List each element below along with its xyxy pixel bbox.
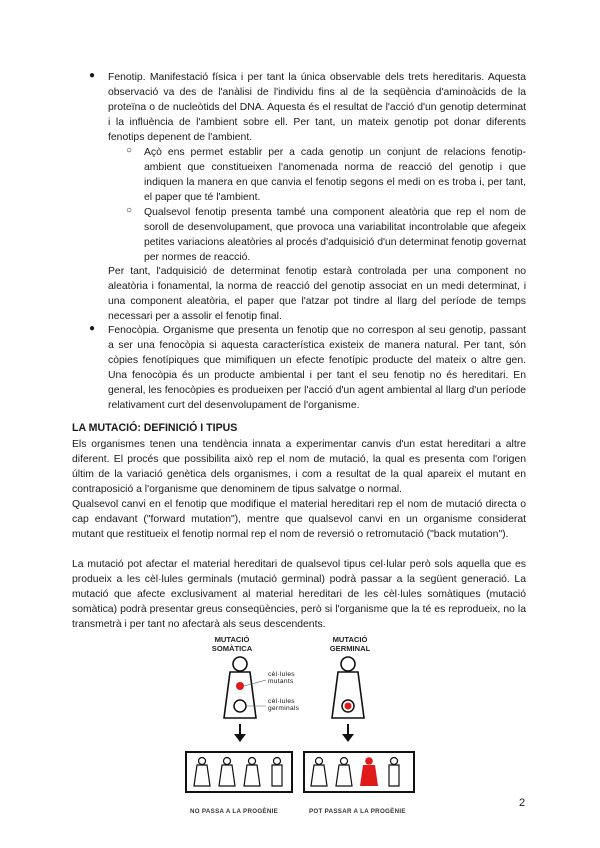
title-line: MUTACIÓ [332,635,368,644]
mutant-cell-icon [236,682,244,690]
page-number: 2 [519,797,526,809]
fenotip-text: Fenotip. Manifestació física i per tant la única observable dels trets hereditaris. Aquesta observació va des de l'anàlisi de l'individu fins al de la seqüència d'aminoàcids de la proteïna o de nucleòtids del DNA. Aquesta és el resultat de l'acció d'un genotip determinat i la influència de l'ambient sobre ell. Per tant, un mateix genotip pot donar diferents fenotips depenent de l'ambient. [108,72,526,144]
subbullet-1-text: Açò ens permet establir per a cada genotip un conjunt de relacions fenotip-ambient que constitueixen l'anomenada norma de reacció del genotip i que indiquen la manera en que canvia el fenotip segons el medi on es troba i, per tant, el paper que té l'ambient. [144,147,526,204]
subbullet-2-text: Qualsevol fenotip presenta també una component aleatòria que rep el nom de soroll de desenvolupament, que provoca una variabilitat incontrolable que afegeix petites variacions aleatòries al procés d'adquisició d'un determinat fenotip governat per normes de reacció. [144,207,526,264]
bullet-dot: ● [89,70,96,81]
label-germinal-cells [268,698,299,712]
title-line: MUTACIÓ [214,635,250,644]
paragraph-germinal-somatica [72,557,526,632]
mutant-progeny-icon [360,757,378,786]
subbullet-soroll [126,205,526,265]
section-heading: LA MUTACIÓ: DEFINICIÓ I TIPUS [72,422,238,434]
bullet-dot: ● [89,323,96,334]
continuation-text: Per tant, l'adquisició de determinat fenotip estarà controlada per una component no aleatòria i fonamental, la norma de reacció del genotip associat en un medi determinat, i una component aleatòria, el paper que l'atzar pot tindre al llarg del període de temps necessari per a assolir el fenotip final. [108,266,526,323]
paragraph-2: Qualsevol canvi en el fenotip que modifique el material hereditari rep el nom de mutació directa o cap endavant ("forward mutation"), mentre que qualsevol canvi en un organisme considerat mutant que restitueix el fenotip normal rep el nom de reversió o retromutació ("back mutation"). [72,499,526,541]
paragraph-3: La mutació pot afectar el material hereditari de qualsevol tipus cel·lular però sols aquella que es produeix a les cèl·lules germinals (mutació germinal) podrà passar a la següent generació. La mutació que afecte exclusivament al material hereditari de les cèl·lules somàtiques (mutació somàtica) podrà presentar greus conseqüències, però si l'organisme que la té es reprodueix, no la transmetrà i per tant no afectarà als seus descendents. [72,559,526,631]
arrow-down-icon [342,724,354,742]
label-mutant-cells [268,671,295,685]
progeny-germinal [311,758,399,787]
paragraph-1: Els organismes tenen una tendència innata a experimentar canvis d'un estat hereditari a altre diferent. El procés que possibilita això rep el nom de mutació, la qual es presenta com l'origen últim de la variació genètica dels organismes, i com a resultat de la qual apareix el mutant en contraposició a l'organisme que denominem de tipus salvatge o normal. [72,439,526,496]
label-line: mutants [268,678,294,685]
fenocopia-text: Fenocòpia. Organisme que presenta un fenotip que no correspon al seu genotip, passant a ser una fenocòpia si aquesta característica existeix de manera natural. Per tant, són còpies fenotípiques que mimifiquen un efecte fenotípic producte del mateix o altre gen. Una fenocòpia és un producte ambiental i per tant el seu fenotip no és hereditari. En general, les fenocòpies es produeixen per l'acció d'un agent ambiental al llarg d'un període relativament curt del desenvolupament de l'organisme. [108,325,526,412]
bullet-fenocopia [89,323,526,414]
paragraph-mutacio-intro [72,437,526,497]
paragraph-forward-back [72,497,526,542]
arrow-down-icon [234,724,246,742]
fenotip-continuation [108,264,526,324]
germinal-mutant-cell-icon [345,703,352,710]
subbullet-circle: ○ [126,145,133,156]
germinal-cell-icon [234,700,246,712]
label-line: cèl·lules [268,698,295,705]
caption-progeny: POT PASSAR A LA PROGÈNIE [309,808,406,815]
bullet-fenotip [89,70,526,145]
title-line: SOMÀTICA [211,644,253,653]
caption-no-progeny: NO PASSA A LA PROGÈNIE [190,808,279,815]
subbullet-circle: ○ [126,205,133,216]
label-line: cèl·lules [268,671,295,678]
title-line: GERMINAL [329,644,371,653]
mutation-figure [180,650,420,798]
subbullet-norma-reaccio [126,145,526,205]
label-line: germinals [268,705,300,712]
progeny-somatic [194,758,282,787]
